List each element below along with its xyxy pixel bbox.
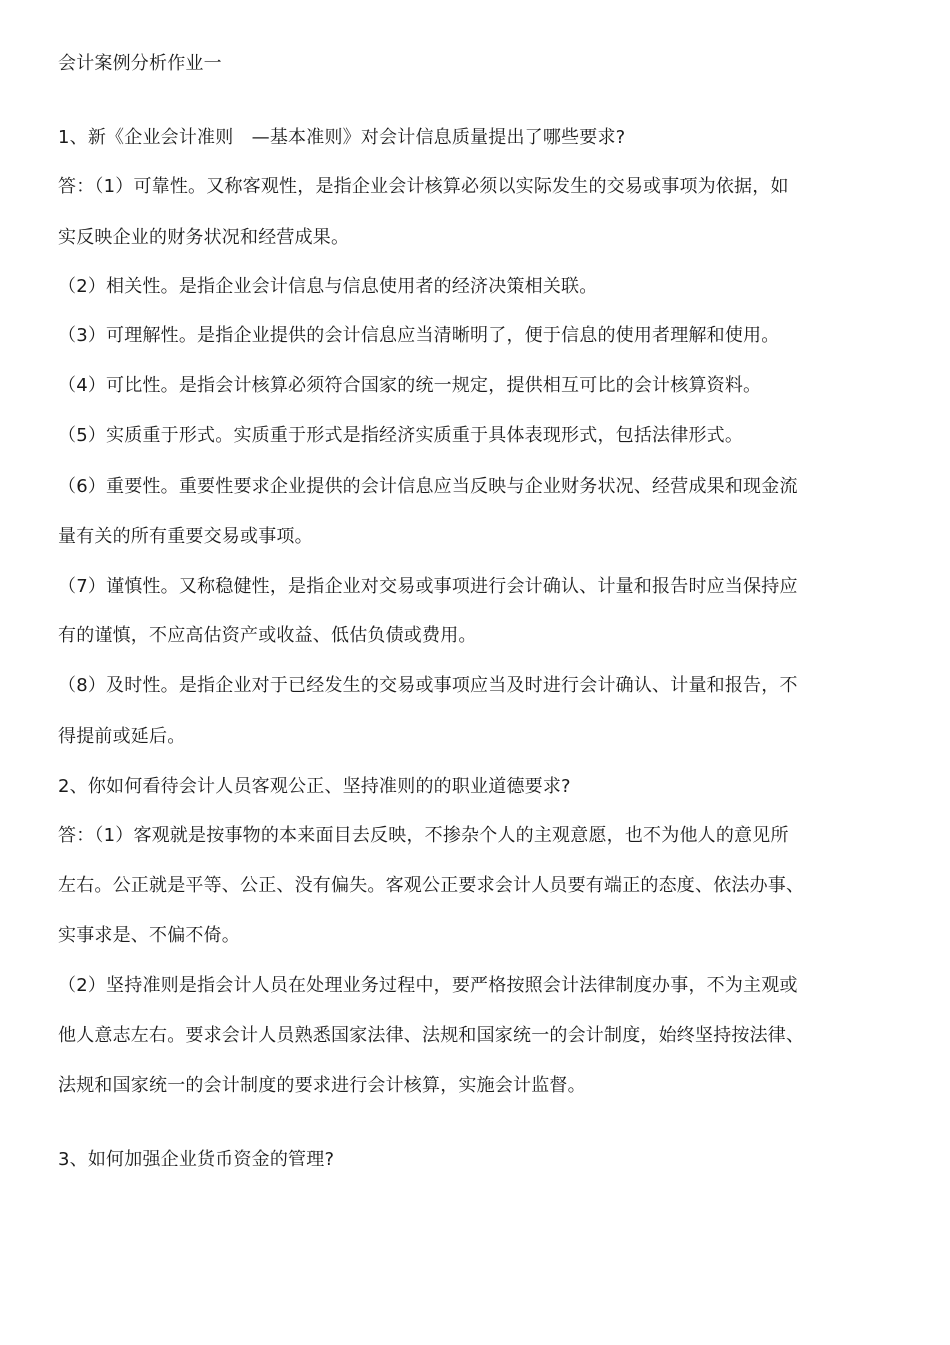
question-1: 1、新《企业会计准则 —基本准则》对会计信息质量提出了哪些要求?	[58, 127, 626, 148]
question-3: 3、如何加强企业货币资金的管理?	[58, 1149, 335, 1170]
answer-line: （2）相关性。是指企业会计信息与信息使用者的经济决策相关联。	[58, 276, 598, 297]
answer-line: （5）实质重于形式。实质重于形式是指经济实质重于具体表现形式，包括法律形式。	[58, 425, 744, 446]
answer-line: 有的谨慎，不应高估资产或收益、低估负债或费用。	[58, 625, 477, 646]
answer-line: 实事求是、不偏不倚。	[58, 925, 240, 946]
answer-line: （4）可比性。是指会计核算必须符合国家的统一规定，提供相互可比的会计核算资料。	[58, 375, 762, 396]
answer-line: 左右。公正就是平等、公正、没有偏失。客观公正要求会计人员要有端正的态度、依法办事、	[58, 875, 805, 896]
answer-line: （8）及时性。是指企业对于已经发生的交易或事项应当及时进行会计确认、计量和报告，不	[58, 675, 798, 696]
answer-line: 得提前或延后。	[58, 726, 186, 747]
document-title: 会计案例分析作业一	[58, 53, 222, 74]
answer-line: 量有关的所有重要交易或事项。	[58, 526, 313, 547]
answer-line: （2）坚持准则是指会计人员在处理业务过程中，要严格按照会计法律制度办事，不为主观或	[58, 975, 798, 996]
answer-line: （3）可理解性。是指企业提供的会计信息应当清晰明了，便于信息的使用者理解和使用。	[58, 325, 780, 346]
answer-line: （6）重要性。重要性要求企业提供的会计信息应当反映与企业财务状况、经营成果和现金流	[58, 476, 798, 497]
answer-line: 法规和国家统一的会计制度的要求进行会计核算，实施会计监督。	[58, 1075, 586, 1096]
answer-line: 答：（1）可靠性。又称客观性，是指企业会计核算必须以实际发生的交易或事项为依据，如	[58, 176, 789, 197]
question-2: 2、你如何看待会计人员客观公正、坚持准则的的职业道德要求?	[58, 776, 571, 797]
answer-line: 答：（1）客观就是按事物的本来面目去反映，不掺杂个人的主观意愿，也不为他人的意见所	[58, 825, 789, 846]
answer-line: （7）谨慎性。又称稳健性，是指企业对交易或事项进行会计确认、计量和报告时应当保持应	[58, 576, 798, 597]
answer-line: 实反映企业的财务状况和经营成果。	[58, 227, 350, 248]
answer-line: 他人意志左右。要求会计人员熟悉国家法律、法规和国家统一的会计制度，始终坚持按法律、	[58, 1025, 805, 1046]
